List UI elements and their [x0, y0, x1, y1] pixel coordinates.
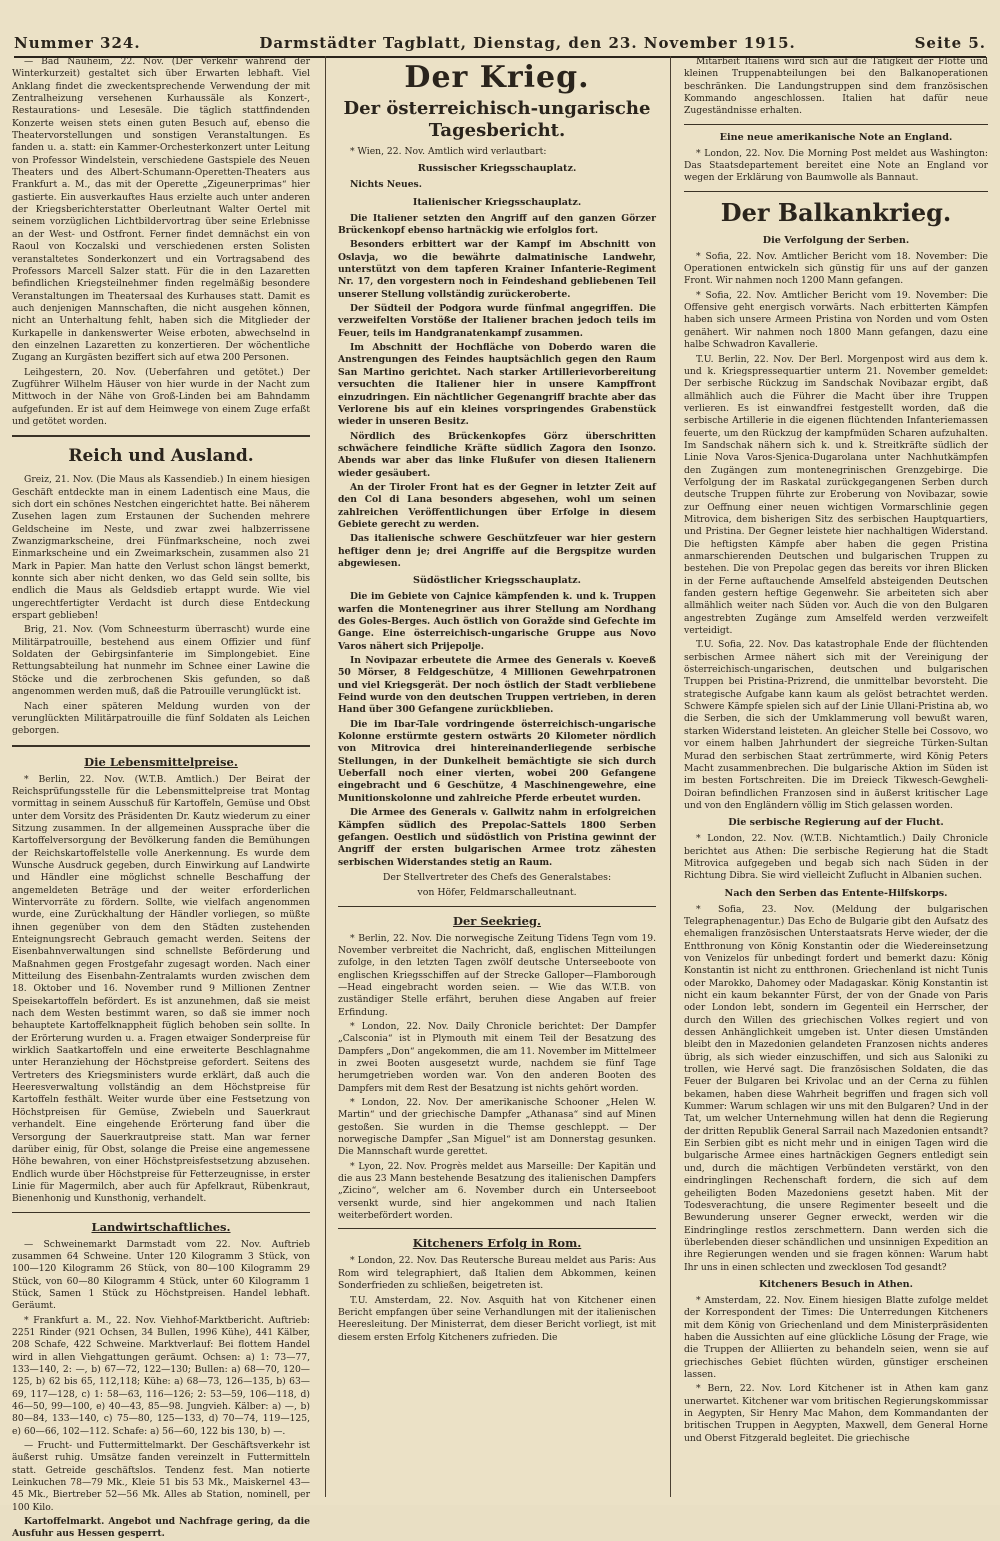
article-italien-6: An der Tiroler Front hat es der Gegner in letzter Zeit auf den Col di Lana besonders abgesehen, wohl um seinen zahlreichen Veröffentlichungen über Erfolge in diesem Gebiete gerecht zu werden. [338, 481, 656, 530]
section-title-reich: Reich und Ausland. [68, 446, 254, 467]
column-divider [670, 56, 671, 1497]
section-divider [684, 191, 988, 192]
article-suedost-2: In Novipazar erbeutete die Armee des Generals v. Koeveß 50 Mörser, 8 Feldgeschütze, 4 Millionen Gewehrpatronen und viel Kriegsgerät. Der noch östlich der Stadt verbliebene Feind wurde von den deutschen Truppen vertrieben, in deren Hand über 300 Gefangene zurückblieben. [338, 655, 656, 716]
column-divider [325, 56, 326, 1497]
article-italien-mitarbeit: Mitarbeit Italiens wird sich auf die Tätigkeit der Flotte und kleinen Truppenabteilungen bei den Balkanoperationen beschränken. Die Landungstruppen sind dem französischen Kommando angeschlossen. Italien hat dafür neue Zugeständnisse erhalten. [684, 56, 988, 117]
section-title-landwirtschaft: Landwirtschaftliches. [91, 1219, 231, 1234]
section-title-krieg: Der Krieg. [404, 60, 590, 95]
article-leihgestern: Leihgestern, 20. Nov. (Ueberfahren und getötet.) Der Zugführer Wilhelm Häuser von hier wurde in der Nacht zum Mittwoch in der Nähe von Groß-Linden bei am Bahndamm aufgefunden. Er ist auf dem Heimwege von einem Zuge erfaßt und getötet worden. [12, 366, 310, 427]
article-greiz: Greiz, 21. Nov. (Die Maus als Kassendieb.) In einem hiesigen Geschäft entdeckte man in einem Ladentisch eine Maus, die sich dort ein schönes Nestchen eingerichtet hatte. Bei näherem Zusehen lagen zum Erstaunen der Suchenden mehrere Geldscheine im Neste, und zwar zwei halbzerrissene Zwanzigmarkscheine, drei Fünfmarkscheine, noch zwei Einmarkscheine und ein Zweimarkschein, zusammen also 21 Mark in Papier. Man hatte den Verlust schon längst bemerkt, konnte sich aber nicht denken, wo das Geld sein sollte, bis endlich die Maus als Geldsdieb ertappt wurde. Wie viel ungerechtfertigter Verdacht ist durch diese Entdeckung erspart geblieben! [12, 474, 310, 622]
section-title-balkankrieg: Der Balkankrieg. [720, 197, 952, 227]
article-italien-2: Besonders erbittert war der Kampf im Abschnitt von Oslavja, wo die bewährte dalmatinische Landwehr, unterstützt von dem tapferen Krainer Infanterie-Regiment Nr. 17, den vorgestern noch in Feindeshand gebliebenen Teil unserer Stellung vollständig zurückeroberte. [338, 239, 656, 300]
article-regierung-flucht: * London, 22. Nov. (W.T.B. Nichtamtlich.) Daily Chronicle berichtet aus Athen: Die serbische Regierung hat die Stadt Mitrovica aufgegeben und begab sich nach Süden in der Richtung Dibra. Sie wird vielleicht Zuflucht in Albanien suchen. [684, 833, 988, 882]
subhead-italienisch: Italienischer Kriegsschauplatz. [412, 196, 582, 208]
subhead-entente-hilfskorps: Nach den Serben das Entente-Hilfskorps. [724, 887, 948, 899]
section-divider [338, 1228, 656, 1229]
article-kitchener-athen-2: * Bern, 22. Nov. Lord Kitchener ist in Athen kam ganz unerwartet. Kitchener war vom britischen Regierungskommissar in Aegypten, Sir Henry Mac Mahon, dem Kommandanten der britischen Truppen in Aegypten, Maxwell, dem General Horne und Oberst Fitzgerald begleitet. Die griechische [684, 1383, 988, 1444]
issue-number: Nummer 324. [14, 34, 141, 52]
page-header [14, 30, 986, 58]
section-title-lebensmittel: Die Lebensmittelpreise. [84, 754, 238, 769]
dateline-wien: * Wien, 22. Nov. Amtlich wird verlautbart: [350, 146, 547, 157]
article-balkan-3: T.U. Berlin, 22. Nov. Der Berl. Morgenpost wird aus dem k. und k. Kriegspressequartier unterm 21. November gemeldet: Der serbische Rückzug im Sandschak Novibazar ergibt, daß allmählich auch die Führer die Macht über ihre Truppen verlieren. Es ist einwandfrei festgestellt worden, daß die serbische Artillerie in die eigenen flüchtenden Infanteriemassen feuerte, um den Rückzug der kampfmüden Scharen aufzuhalten. Im Sandschak nähern sich k. und k. Streitkräfte südlich der Linie Nova Varos-Sjenica-Dugarolana unter Nachhutkämpfen den Zugängen zum montenegrinischen Grenzgebirge. Die Verfolgung der im Raskatal zurückgegangenen Serben durch deutsche Truppen führte zur Eroberung von Novibazar, sowie zur Oeffnung einer neuen wichtigen Vormarschlinie gegen Mitrovica, dem bisherigen Sitz des serbischen Hauptquartiers, und Pristina. Der Gegner leistete hier nachhaltigen Widerstand. Die heftigsten Kämpfe aber haben die gegen Pristina anmarschierenden Deutschen und bulgarischen Truppen zu bestehen. Die von Prepolac gegen das bereits vor ihren Blicken in der Ferne auftauchende Amselfeld absteigenden Deutschen fanden gestern heftige Gegenwehr. Sie arbeiteten sich aber allmählich weiter nach Süden vor. Auch die von den Bulgaren angestrebten Zugänge zum Amselfeld werden verzweifelt verteidigt. [684, 353, 988, 637]
article-entente: * Sofia, 23. Nov. (Meldung der bulgarischen Telegraphenagentur.) Das Echo de Bulgarie gibt den Aufsatz des ehemaligen französischen Unterstaatsrats Herve wieder, der die Entthronung von König Konstantin oder die Wiedereinsetzung von Venizelos für unbedingt fordert und bemerkt dazu: König Konstantin ist nicht zu entthronen. Griechenland ist nicht Tunis oder Marokko, Dahomey oder Madagaskar. König Konstantin ist nicht ein kaum bekannter Fürst, der von der Gnade von Paris oder London lebt, sondern im Gegenteil ein Herrscher, der durch den Willen des griechischen Volkes regiert und von dessen Anhänglichkeit umgeben ist. Unter diesen Umständen bleibt den in Mazedonien gelandeten Franzosen nichts anderes übrig, als sich wieder einzuschiffen, und sich aus Saloniki zu trollen, wie Hervé sagt. Die französischen Soldaten, die das Feuer der Bulgaren bei Krivolac und an der Cerna zu fühlen bekamen, haben diese Wahrheit begriffen und fragen sich voll Kummer: Warum schlagen wir uns mit den Bulgaren? Und in der Tat, um welcher Unternehmung willen hat denn die Regierung der dritten Republik General Sarrail nach Mazedonien entsandt? Ein Serbien gibt es nicht mehr und in einigen Tagen wird die bulgarische Armee eines hartnäckigen Gegners entledigt sein und, durch die mächtigen Verbündeten verstärkt, von den eindringlingen Rechenschaft fordern, die sich auf dem geheiligten Boden Mazedoniens gesetzt haben. Mit der Todesverachtung, die unsere Regimenter beseelt und die Bewunderung unserer Gegner erweckt, werden wir die Eindringlinge restlos zerschmettern. Dann werden sich die überlebenden dieser schändlichen und unsinnigen Expedition an ihre Regierungen wenden und sie fragen können: Warum habt Ihr uns in einen schlecten und zwecklosen Tod gesandt? [684, 903, 988, 1273]
article-kartoffelmarkt: Kartoffelmarkt. Angebot und Nachfrage gering, da die Ausfuhr aus Hessen gesperrt. [12, 1516, 310, 1540]
article-kitchener-athen-1: * Amsterdam, 22. Nov. Einem hiesigen Blatte zufolge meldet der Korrespondent der Times: Die Unterredungen Kitcheners mit dem König von Griechenland und dem Ministerpräsidenten haben die Aussichten auf eine glückliche Lösung der Frage, wie die Truppen der Alliierten zu behandeln seien, wenn sie auf griechisches Gebiet flüchten würden, günstiger erscheinen lassen. [684, 1294, 988, 1380]
article-kitchener-2: T.U. Amsterdam, 22. Nov. Asquith hat von Kitchener einen Bericht empfangen über seine Verhandlungen mit der italienischen Heeresleitung. Der Ministerrat, dem dieser Bericht vorliegt, ist mit diesem ersten Erfolg Kitcheners zufrieden. Die [338, 1294, 656, 1343]
article-nauheim: — Bad Nauheim, 22. Nov. (Der Verkehr während der Winterkurzeit) gestaltet sich über Erwarten lebhaft. Viel Anklang findet die zweckentsprechende Verwendung der mit Zentralheizung versehenen Kurhaussäle als Konzert-, Restaurations- und Lesesäle. Die täglich stattfindenden Konzerte weisen stets einen guten Besuch auf, ebenso die Theatervorstellungen und sonstigen Veranstaltungen. Es fanden u. a. statt: ein Kammer-Orchesterkonzert unter Leitung von Professor Windelstein, verschiedene Gastspiele des Neuen Theaters und des Albert-Schumann-Operetten-Theaters aus Frankfurt a. M., das mit der Operette „Zigeunerprimas“ hier gastierte. Ein ausverkauftes Haus erzielte auch unter anderen der Kriegsberichterstatter Oberleutnant Walter Oertel mit seinem vorzüglichen Lichtbildervortrag über seine Erlebnisse an der West- und Ostfront. Ferner findet demnächst ein von Raoul von Koczalski und verschiedenen ersten Solisten veranstaltetes Sonderkonzert und ein Vortragsabend des Professors Marcell Salzer statt. Für die in den Lazaretten befindlichen Kriegsteilnehmer finden regelmäßig besondere Veranstaltungen im Theatersaal des Kurhauses statt. Damit es auch denjenigen Mannschaften, die nicht ausgehen können, nicht an Unterhaltung fehlt, haben sich die Mitglieder der Kurkapelle in dankenswerter Weise erboten, abwechselnd in den einzelnen Lazaretten zu konzertieren. Der wöchentliche Zugang an Kurgästen beziffert sich auf etwa 200 Personen. [12, 56, 310, 364]
article-suedost-1: Die im Gebiete von Cajnice kämpfenden k. und k. Truppen warfen die Montenegriner aus ihrer Stellung am Nordhang des Goles-Berges. Auch östlich von Goražde sind Gefechte im Gange. Eine österreichisch-ungarische Gruppe aus Novo Varos nähert sich Prijepolje. [338, 591, 656, 652]
subhead-kitchener-athen: Kitcheners Besuch in Athen. [758, 1278, 913, 1290]
article-seekrieg-2: * London, 22. Nov. Daily Chronicle berichtet: Der Dampfer „Calsconia“ ist in Plymouth mit einem Teil der Besatzung des Dampfers „Don“ angekommen, die am 11. November im Mittelmeer in zwei Booten ausgesetzt wurde, nachdem sie fünf Tage herumgetrieben worden war. Von den anderen Booten des Dampfers mit dem Rest der Besatzung ist nichts gehört worden. [338, 1020, 656, 1094]
section-divider [12, 745, 310, 747]
article-amerikanische-note: * London, 22. Nov. Die Morning Post meldet aus Washington: Das Staatsdepartement bereitet eine Note an England vor wegen der Erklärung von Baumwolle als Bannaut. [684, 147, 988, 184]
article-seekrieg-4: * Lyon, 22. Nov. Progrès meldet aus Marseille: Der Kapitän und die aus 23 Mann bestehende Besatzung des italienischen Dampfers „Zicino“, welcher am 6. November durch ein Unterseeboot versenkt wurde, sind hier angekommen und nach Italien weiterbefördert worden. [338, 1160, 656, 1222]
section-divider [684, 124, 988, 125]
section-divider [338, 906, 656, 907]
article-frankfurt-viehhof: * Frankfurt a. M., 22. Nov. Viehhof-Marktbericht. Auftrieb: 2251 Rinder (921 Ochsen, 34 Bullen, 1996 Kühe), 441 Kälber, 208 Schafe, 422 Schweine. Marktverlauf: Bei flottem Handel wird in allen Viehgattungen geräumt. Ochsen: a) 1: 73—77, 133—140, 2: —, b) 67—72, 122—130; Bullen: a) 68—70, 120—125, b) 62 bis 65, 112,118; Kühe: a) 68—73, 126—135, b) 63—69, 117—128, c) 1: 58—63, 116—126; 2: 53—59, 106—118, d) 46—50, 99—100, e) 40—43, 85—98. Jungvieh. Kälber: a) —, b) 80—84, 133—140, c) 75—80, 125—133, d) 70—74, 119—125, e) 60—66, 102—112. Schafe: a) 56—60, 122 bis 130, b) —. [12, 1314, 310, 1437]
masthead-date: Darmstädter Tagblatt, Dienstag, den 23. November 1915. [259, 34, 796, 52]
subhead-suedoestlich: Südöstlicher Kriegsschauplatz. [413, 575, 581, 587]
article-italien-7: Das italienische schwere Geschützfeuer war hier gestern heftiger denn je; drei Angriffe auf die Bergspitze wurden abgewiesen. [338, 533, 656, 569]
article-seekrieg-3: * London, 22. Nov. Der amerikanische Schooner „Helen W. Martin“ und der griechische Dampfer „Athanasa“ sind auf Minen gestoßen. Sie wurden in die Themse geschleppt. — Der norwegische Dampfer „San Miguel“ ist am Donnerstag gesunken. Die Mannschaft wurde gerettet. [338, 1097, 656, 1158]
article-kitchener-1: * London, 22. Nov. Das Reutersche Bureau meldet aus Paris: Aus Rom wird telegraphiert, daß Italien dem Abkommen, keinen Sonderfrieden zu schließen, beigetreten ist. [338, 1255, 656, 1292]
signature-line-1: Der Stellvertreter des Chefs des Generalstabes: [382, 871, 612, 883]
article-italien-5: Nördlich des Brückenkopfes Görz überschritten schwächere feindliche Kräfte südlich Zagora den Isonzo. Abends war aber das linke Flußufer von diesen Italienern wieder gesäubert. [338, 430, 656, 479]
article-schweinemarkt: — Schweinemarkt Darmstadt vom 22. Nov. Auftrieb zusammen 64 Schweine. Unter 120 Kilogramm 3 Stück, von 100—120 Kilogramm 26 Stück, von 80—100 Kilogramm 29 Stück, von 60—80 Kilogramm 4 Stück, unter 60 Kilogramm 1 Stück, Samen 1 Stück zu Höchstpreisen. Handel lebhaft. Geräumt. [12, 1238, 310, 1312]
article-lebensmittel: * Berlin, 22. Nov. (W.T.B. Amtlich.) Der Beirat der Reichsprüfungsstelle für die Lebensmittelpreise trat Montag vormittag in seinem Ausschuß für Kartoffeln, Gemüse und Obst unter dem Vorsitz des Präsidenten Dr. Kautz wiederum zu einer Sitzung zusammen. In der allgemeinen Aussprache über die Kartoffelversorgung der Bevölkerung fanden die Bemühungen der Reichskartoffelstelle volle Anerkennung. Es wurde dem Wunsche Ausdruck gegeben, durch Einwirkung auf Landwirte und Händler eine möglichst schnelle Beschaffung der angemeldeten Beträge und der weiter erforderlichen Wintervorräte zu fördern. Sollte, wie vielfach angenommen wurde, eine Zurückhaltung der Händler vorliegen, so müßte ihnen gegenüber von dem den Städten zustehenden Enteignungsrecht Gebrauch gemacht werden. Seitens der Eisenbahnverwaltungen sind schnellste Beförderung und Maßnahmen gegen Frostgefahr zugesagt worden. Nach einer Mitteilung des Eisenbahn-Zentralamts wurden zwischen dem 18. Oktober und 16. November rund 9 Millionen Zentner Speisekartoffeln befördert. Es ist anzunehmen, daß sie meist nach dem Westen bestimmt waren, so daß sie immer noch behauptete Kartoffelknappheit füglich behoben sein sollte. In der Erörterung wurden u. a. Fragen etwaiger Sonderpreise für wirklich Saatkartoffeln und eine erweiterte Beschlagnahme unter Heranziehung der Höchstpreise gefordert. Seitens des Vertreters des Kriegsministers wurde erklärt, daß auch die Heeresverwaltung vollständig an dem Höchstpreise für Kartoffeln festhält. Weiter wurde über eine Festsetzung von Höchstpreisen für Gemüse, Zwiebeln und Sauerkraut verhandelt. Eine eingehende Erörterung fand über die Versorgung der Sauerkrautpreise statt. Man war ferner darüber einig, für Obst, solange die Preise eine angemessene Höhe bewahren, von einer Höchstpreisfestsetzung abzusehen. Endlich wurde über Höchstpreise für Fetterzeugnisse, in erster Linie für Magermilch, aber auch für Apfelkraut, Rübenkraut, Bienenhonig und Kunsthonig, verhandelt. [12, 773, 310, 1205]
article-balkan-1: * Sofia, 22. Nov. Amtlicher Bericht vom 18. November: Die Operationen entwickeln sich günstig für uns auf der ganzen Front. Wir nahmen noch 1200 Mann gefangen. [684, 250, 988, 287]
article-balkan-2: * Sofia, 22. Nov. Amtlicher Bericht vom 19. November: Die Offensive geht energisch vorwärts. Nach erbitterten Kämpfen haben sich unsere Armeen Pristina von Norden und vom Osten genähert. Wir nahmen noch 1800 Mann gefangen, dazu eine halbe Schwadron Kavallerie. [684, 289, 988, 351]
article-suedost-4: Die Armee des Generals v. Gallwitz nahm in erfolgreichen Kämpfen südlich des Prepolac-Sattels 1800 Serben gefangen. Oestlich und südöstlich von Pristina gewinnt der Angriff der ersten bulgarischen Armee trotz zähesten serbischen Widerstandes stetig an Raum. [338, 807, 656, 868]
section-title-seekrieg: Der Seekrieg. [452, 913, 542, 928]
article-italien-1: Die Italiener setzten den Angriff auf den ganzen Görzer Brückenkopf ebenso hartnäckig wie erfolglos fort. [338, 212, 656, 237]
report-title-austro-hungarian: Der österreichisch-ungarische Tagesbericht. [343, 98, 651, 141]
subhead-regierung-flucht: Die serbische Regierung auf der Flucht. [728, 817, 944, 829]
column-right [684, 56, 988, 1497]
article-brig-followup: Nach einer späteren Meldung wurden von der verunglückten Militärpatrouille die fünf Soldaten als Leichen geborgen. [12, 700, 310, 737]
section-title-amerikanische-note: Eine neue amerikanische Note an England. [719, 131, 953, 143]
article-suedost-3: Die im Ibar-Tale vordringende österreichisch-ungarische Kolonne erstürmte gestern ostwärts 20 Kilometer nördlich von Mitrovica drei hintereinanderliegende serbische Stellungen, in der Dunkelheit bemächtigte sie sich durch Ueberfall noch einer vierten, wobei 200 Gefangene eingebracht und 6 Geschütze, 4 Maschinengewehre, eine Munitionskolonne und zahlreiche Pferde erbeutet wurden. [338, 718, 656, 804]
column-middle [338, 56, 656, 1497]
article-fruchtmarkt: — Frucht- und Futtermittelmarkt. Der Geschäftsverkehr ist äußerst ruhig. Umsätze fanden vereinzelt in Futtermitteln statt. Getreide geschäftslos. Tendenz fest. Man notierte Leinkuchen 78—79 Mk., Kleie 51 bis 53 Mk., Maiskernel 43—45 Mk., Biertreber 52—56 Mk. Alles ab Station, nominell, per 100 Kilo. [12, 1440, 310, 1513]
text-nichts-neues: Nichts Neues. [350, 179, 422, 191]
section-divider [12, 1212, 310, 1213]
section-divider [12, 435, 310, 437]
article-italien-4: Im Abschnitt der Hochfläche von Doberdo waren die Anstrengungen des Feindes hauptsächlich gegen den Raum San Martino gerichtet. Nach starker Artillerievorbereitung versuchten die Italiener hier in unsere Kampffront einzudringen. Ein nächtlicher Gegenangriff brachte aber das Verlorene bis auf ein kleines vorspringendes Grabenstück wieder in unseren Besitz. [338, 342, 656, 428]
article-balkan-4: T.U. Sofia, 22. Nov. Das katastrophale Ende der flüchtenden serbischen Armee nähert sich mit der Vereinigung der österreichisch-ungarischen, deutschen und bulgarischen Truppen bei Pristina-Prizrend, die unmittelbar bevorsteht. Die strategische Aufgabe kann kaum als gelöst betrachtet werden. Schwere Kämpfe spielen sich auf der Linie Ullani-Pristina ab, wo die Serben, die sich der Umklammerung voll bewußt waren, starken Widerstand leisteten. An gleicher Stelle bei Cossovo, wo vor einem halben Jahrhundert der siegreiche Türken-Sultan Murad den serbischen Staat zertrümmerte, wird König Peters Macht zusammenbrechen. Die bulgarische Aktion im Süden ist im besten Fortschreiten. Die im Dreieck Tikwesch-Gewgheli-Doiran befindlichen Franzosen sind in äußerst kritischer Lage und von den Engländern völlig im Stich gelassen worden. [684, 639, 988, 811]
article-italien-3: Der Südteil der Podgora wurde fünfmal angegriffen. Die verzweifelten Vorstöße der Italiener brachen jedoch teils im Feuer, teils im Handgranatenkampf zusammen. [338, 303, 656, 339]
page-number: Seite 5. [914, 34, 986, 52]
signature-line-2: von Höfer, Feldmarschalleutnant. [417, 887, 577, 899]
article-seekrieg-1: * Berlin, 22. Nov. Die norwegische Zeitung Tidens Tegn vom 19. November verbreitet die Nachricht, daß, englischen Mitteilungen zufolge, in den letzten Tagen zwölf deutsche Unterseeboote von englischen Kriegsschiffen auf der Strecke Galloper—Flamborough—Head eingebracht worden seien. — Wie das W.T.B. von zuständiger Stelle erfährt, beruhen diese Angaben auf freier Erfindung. [338, 932, 656, 1018]
subhead-russisch: Russischer Kriegsschauplatz. [417, 163, 577, 175]
section-title-kitchener-rom: Kitcheners Erfolg in Rom. [412, 1236, 582, 1251]
column-left [12, 56, 310, 1540]
article-brig: Brig, 21. Nov. (Vom Schneesturm überrascht) wurde eine Militärpatrouille, bestehend aus einem Offizier und fünf Soldaten der Gebirgsinfanterie im Simplongebiet. Eine Rettungsabteilung hat nunmehr im Schnee einer Lawine die Stöcke und die zerbrochenen Skis gefunden, so daß angenommen werden muß, daß die Patrouille verunglückt ist. [12, 624, 310, 698]
subhead-verfolgung: Die Verfolgung der Serben. [762, 234, 910, 246]
